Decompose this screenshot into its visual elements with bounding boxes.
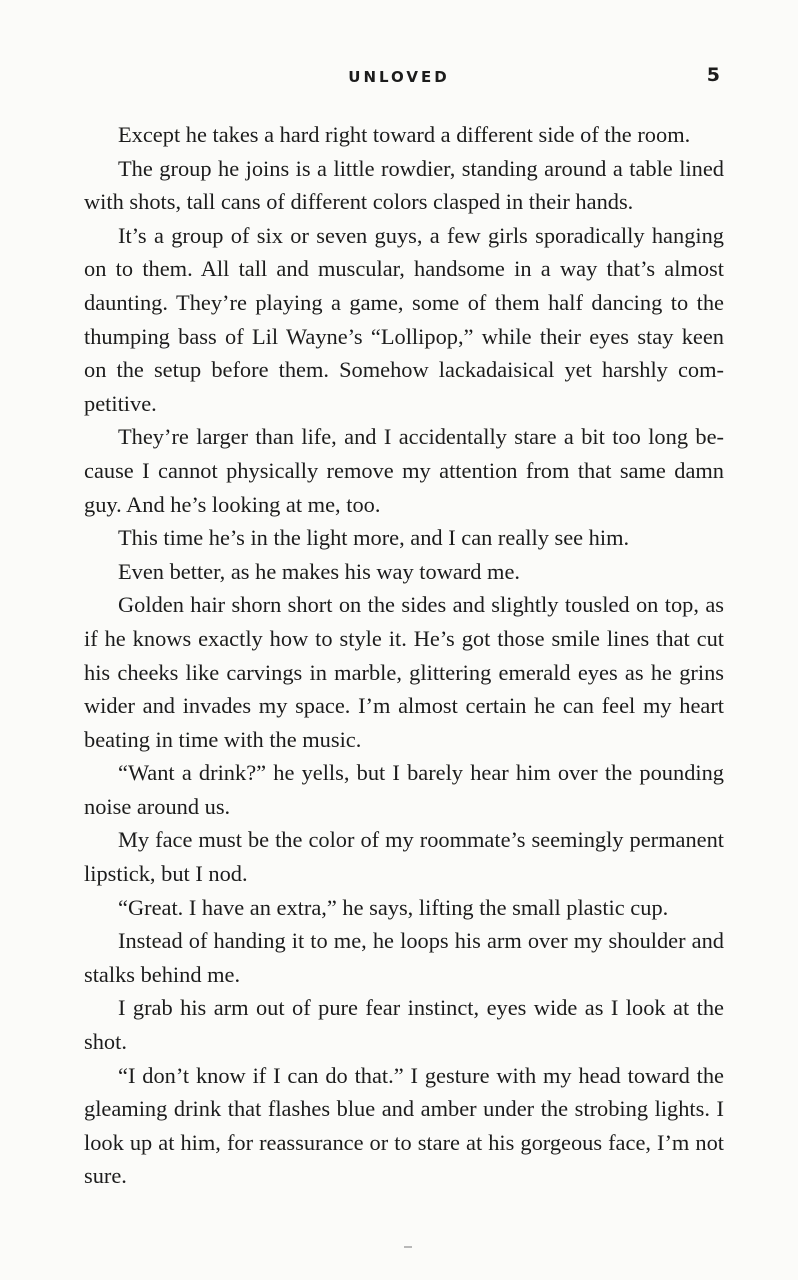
paragraph: It’s a group of six or seven guys, a few girls sporadically hanging on to them. All tall and muscular, handsome in a way that’s almost daunting. They’re playing a game, some of them half dancing to the thumping bass of Lil Wayne’s “Lollipop,” while their eyes stay keen on the setup before them. Somehow lackadaisical yet harshly competitive. (84, 222, 724, 416)
paragraph: “Want a drink?” he yells, but I barely hear him over the pounding noise around us. (84, 760, 724, 819)
page-number: 5 (706, 64, 720, 86)
paragraph: My face must be the color of my roommate’s seemingly permanent lipstick, but I nod. (84, 827, 724, 887)
paragraph: They’re larger than life, and I accidentally stare a bit too long because I cannot physically remove my attention from that same damn guy. And he’s looking at me, too. (84, 424, 724, 517)
paragraph: Except he takes a hard right toward a different side of the room. (118, 122, 691, 147)
paragraph: Instead of handing it to me, he loops his arm over my shoulder and stalks behind me. (84, 928, 724, 987)
paragraph: Golden hair shorn short on the sides and slightly tousled on top, as if he knows exactly how to style it. He’s got those smile lines that cut his cheeks like carvings in marble, glittering emerald eyes as he grins wider and invades my space. I’m almost certain he can feel my heart beating in time with the music. (84, 592, 724, 752)
paragraph: The group he joins is a little rowdier, standing around a table lined with shots, tall cans of different colors clasped in their hands. (84, 155, 724, 215)
paragraph: “I don’t know if I can do that.” I gesture with my head toward the gleaming drink that flashes blue and amber under the strobing lights. I look up at him, for reassurance or to stare at his gorgeous face, I’m not sure. (84, 1062, 724, 1189)
body-text (84, 118, 724, 1193)
running-head (0, 64, 798, 90)
running-title: UNLOVED (348, 68, 450, 86)
paragraph: This time he’s in the light more, and I can really see him. (118, 525, 630, 551)
paragraph: Even better, as he makes his way toward me. (118, 558, 521, 584)
paragraph: I grab his arm out of pure fear instinct, eyes wide as I look at the shot. (84, 995, 724, 1055)
paragraph: “Great. I have an extra,” he says, lifting the small plastic cup. (118, 894, 669, 920)
scan-mark (404, 1246, 412, 1248)
